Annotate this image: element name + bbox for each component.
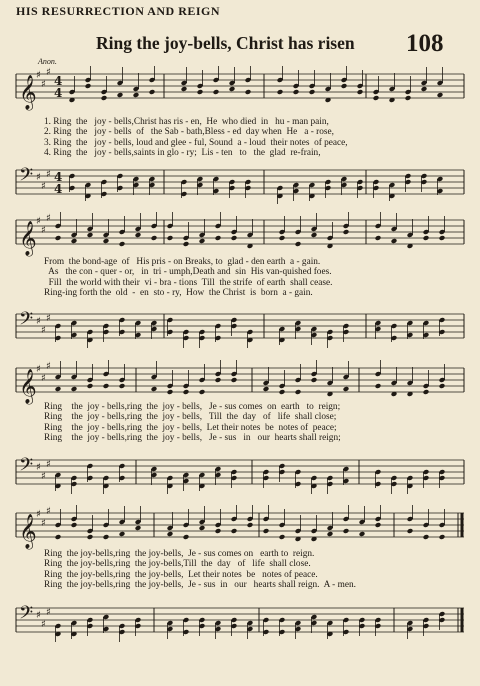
notehead (343, 386, 350, 392)
notehead (119, 241, 126, 247)
notehead (263, 528, 270, 534)
notehead (103, 534, 110, 540)
sharp-icon: ♯ (41, 225, 46, 236)
sharp-icon: ♯ (46, 213, 51, 224)
treble-clef-icon: 𝄞 (19, 75, 37, 110)
notehead (151, 386, 158, 392)
treble-staff (14, 212, 466, 258)
notehead (135, 525, 142, 531)
notehead (71, 238, 78, 244)
notehead (437, 92, 444, 98)
sharp-icon: ♯ (46, 169, 51, 180)
chorus-lyrics (44, 549, 460, 591)
music-system-4 (14, 505, 466, 655)
notehead (423, 534, 430, 540)
lyric-line-verse-1: Ring the joy - bells,ring the joy - bells, Je - sus comes on earth to reign; (44, 402, 341, 412)
notehead (55, 386, 62, 392)
notehead (103, 238, 110, 244)
bass-staff (14, 452, 466, 498)
notehead (133, 92, 140, 98)
notehead (375, 522, 382, 528)
notehead (359, 531, 366, 537)
notehead (183, 241, 190, 247)
notehead (405, 95, 412, 101)
bass-staff (14, 306, 466, 352)
notehead (407, 528, 414, 534)
notehead (277, 89, 284, 95)
treble-clef-icon: 𝄞 (19, 369, 37, 404)
verse-lyrics (44, 117, 460, 159)
notehead (357, 89, 364, 95)
lyric-line-verse-3: Fill the world with their vi - bra - tions Till the strife of earth shall cease. (44, 277, 333, 288)
lyric-line-verse-2: Ring the joy - bells,ring the joy - bells, Till the day of life shall close; (44, 412, 337, 423)
notehead (85, 83, 92, 89)
notehead (231, 377, 238, 383)
lyric-line-verse-1: 1. Ring the joy - bells,Christ has ris - en, He who died in hu - man pain, (44, 117, 329, 127)
sharp-icon: ♯ (41, 181, 46, 192)
notehead (183, 534, 190, 540)
treble-staff (14, 505, 466, 551)
lyric-line-verse-2: As the con - quer - or, in tri - umph,Death and sin His van-quished foes. (44, 267, 332, 278)
sharp-icon: ♯ (46, 506, 51, 517)
notehead (71, 522, 78, 528)
bass-clef-icon: 𝄢 (19, 165, 34, 190)
notehead (101, 95, 108, 101)
notehead (151, 235, 158, 241)
time-signature: 4 (54, 74, 63, 88)
notehead (421, 86, 428, 92)
treble-staff (14, 360, 466, 406)
notehead (311, 377, 318, 383)
notehead (247, 522, 254, 528)
lyric-line-verse-4: Ring the joy - bells,ring the joy - bells, Je - sus in our hearts shall reign; (44, 433, 341, 444)
sharp-icon: ♯ (41, 373, 46, 384)
notehead (245, 89, 252, 95)
notehead (229, 86, 236, 92)
time-signature: 4 (54, 86, 63, 100)
sharp-icon: ♯ (36, 172, 41, 183)
notehead (183, 389, 190, 395)
notehead (87, 232, 94, 238)
treble-clef-icon: 𝄞 (19, 221, 37, 256)
bass-clef-icon: 𝄢 (19, 455, 34, 480)
lyric-line-verse-4: Ring-ing forth the old - en sto - ry, How the Christ is born a - gain. (44, 288, 313, 299)
notehead (213, 89, 220, 95)
notehead (231, 235, 238, 241)
notehead (87, 383, 94, 389)
treble-clef-icon: 𝄞 (19, 514, 37, 549)
bass-staff (14, 162, 466, 208)
notehead (55, 534, 62, 540)
music-system-2 (14, 212, 466, 352)
bass-clef-icon: 𝄢 (19, 603, 34, 628)
notehead (167, 389, 174, 395)
notehead (103, 383, 110, 389)
notehead (439, 235, 446, 241)
sharp-icon: ♯ (36, 610, 41, 621)
notehead (263, 386, 270, 392)
notehead (135, 232, 142, 238)
notehead (439, 383, 446, 389)
sharp-icon: ♯ (41, 79, 46, 90)
chorus-lyrics (44, 402, 460, 444)
notehead (423, 389, 430, 395)
notehead (295, 241, 302, 247)
notehead (295, 389, 302, 395)
notehead (293, 89, 300, 95)
notehead (149, 89, 156, 95)
notehead (391, 238, 398, 244)
lyric-line-verse-1: From the bond-age of His pris - on Breaks, to glad - den earth a - gain. (44, 257, 321, 267)
sharp-icon: ♯ (46, 459, 51, 470)
sharp-icon: ♯ (41, 518, 46, 529)
notehead (199, 525, 206, 531)
notehead (215, 377, 222, 383)
sharp-icon: ♯ (36, 216, 41, 227)
notehead (199, 238, 206, 244)
notehead (279, 534, 286, 540)
sharp-icon: ♯ (41, 619, 46, 630)
notehead (311, 232, 318, 238)
lyric-line-verse-3: Ring the joy - bells,ring the joy - bells, Let their notes be notes of peace; (44, 422, 337, 433)
notehead (167, 531, 174, 537)
notehead (197, 89, 204, 95)
notehead (119, 531, 126, 537)
sharp-icon: ♯ (41, 325, 46, 336)
music-system-3 (14, 360, 466, 500)
hymn-title: Ring the joy-bells, Christ has risen (96, 33, 355, 53)
notehead (215, 528, 222, 534)
notehead (327, 531, 334, 537)
sharp-icon: ♯ (36, 364, 41, 375)
notehead (279, 235, 286, 241)
notehead (199, 389, 206, 395)
sharp-icon: ♯ (36, 509, 41, 520)
notehead (423, 235, 430, 241)
lyric-line-verse-1: Ring the joy-bells,ring the joy-bells, Je - sus comes on earth to reign. (44, 549, 315, 559)
time-signature: 4 (54, 182, 63, 196)
notehead (231, 528, 238, 534)
lyric-line-verse-2: 2. Ring the joy - bells of the Sab - bath,Bless - ed day when He a - rose, (44, 127, 334, 138)
composer-credit: Anon. (38, 57, 57, 66)
lyric-line-verse-4: 4. Ring the joy - bells,saints in glo - ry; Lis - ten to the glad re-frain, (44, 148, 321, 159)
lyric-line-verse-3: 3. Ring the joy - bells, loud and glee - ful, Sound a - loud their notes of peace, (44, 137, 348, 148)
sharp-icon: ♯ (36, 316, 41, 327)
bass-clef-icon: 𝄢 (19, 309, 34, 334)
notehead (215, 235, 222, 241)
treble-staff (14, 66, 466, 112)
sharp-icon: ♯ (36, 70, 41, 81)
notehead (343, 229, 350, 235)
bass-staff (14, 600, 466, 646)
sharp-icon: ♯ (41, 471, 46, 482)
notehead (279, 389, 286, 395)
notehead (309, 89, 316, 95)
notehead (71, 386, 78, 392)
notehead (181, 86, 188, 92)
notehead (167, 235, 174, 241)
lyric-line-verse-3: Ring the joy-bells,ring the joy-bells, Let their notes be notes of peace. (44, 569, 318, 580)
music-system-1 (14, 66, 466, 206)
notehead (373, 95, 380, 101)
sharp-icon: ♯ (46, 607, 51, 618)
notehead (87, 534, 94, 540)
sharp-icon: ♯ (46, 361, 51, 372)
notehead (375, 235, 382, 241)
hymn-number: 108 (406, 30, 444, 57)
sharp-icon: ♯ (36, 462, 41, 473)
notehead (55, 235, 62, 241)
notehead (343, 528, 350, 534)
sharp-icon: ♯ (46, 313, 51, 324)
lyric-line-verse-4: Ring the joy-bells,ring the joy-bells, Je - sus in our hearts shall reign. A - men. (44, 580, 356, 591)
notehead (117, 92, 124, 98)
notehead (341, 83, 348, 89)
section-title: HIS RESURRECTION AND REIGN (16, 4, 221, 18)
notehead (439, 534, 446, 540)
sharp-icon: ♯ (46, 67, 51, 78)
lyric-line-verse-2: Ring the joy-bells,ring the joy-bells,Till the day of life shall close. (44, 559, 311, 570)
time-signature: 4 (54, 170, 63, 184)
verse-lyrics (44, 257, 460, 299)
notehead (119, 383, 126, 389)
notehead (375, 383, 382, 389)
